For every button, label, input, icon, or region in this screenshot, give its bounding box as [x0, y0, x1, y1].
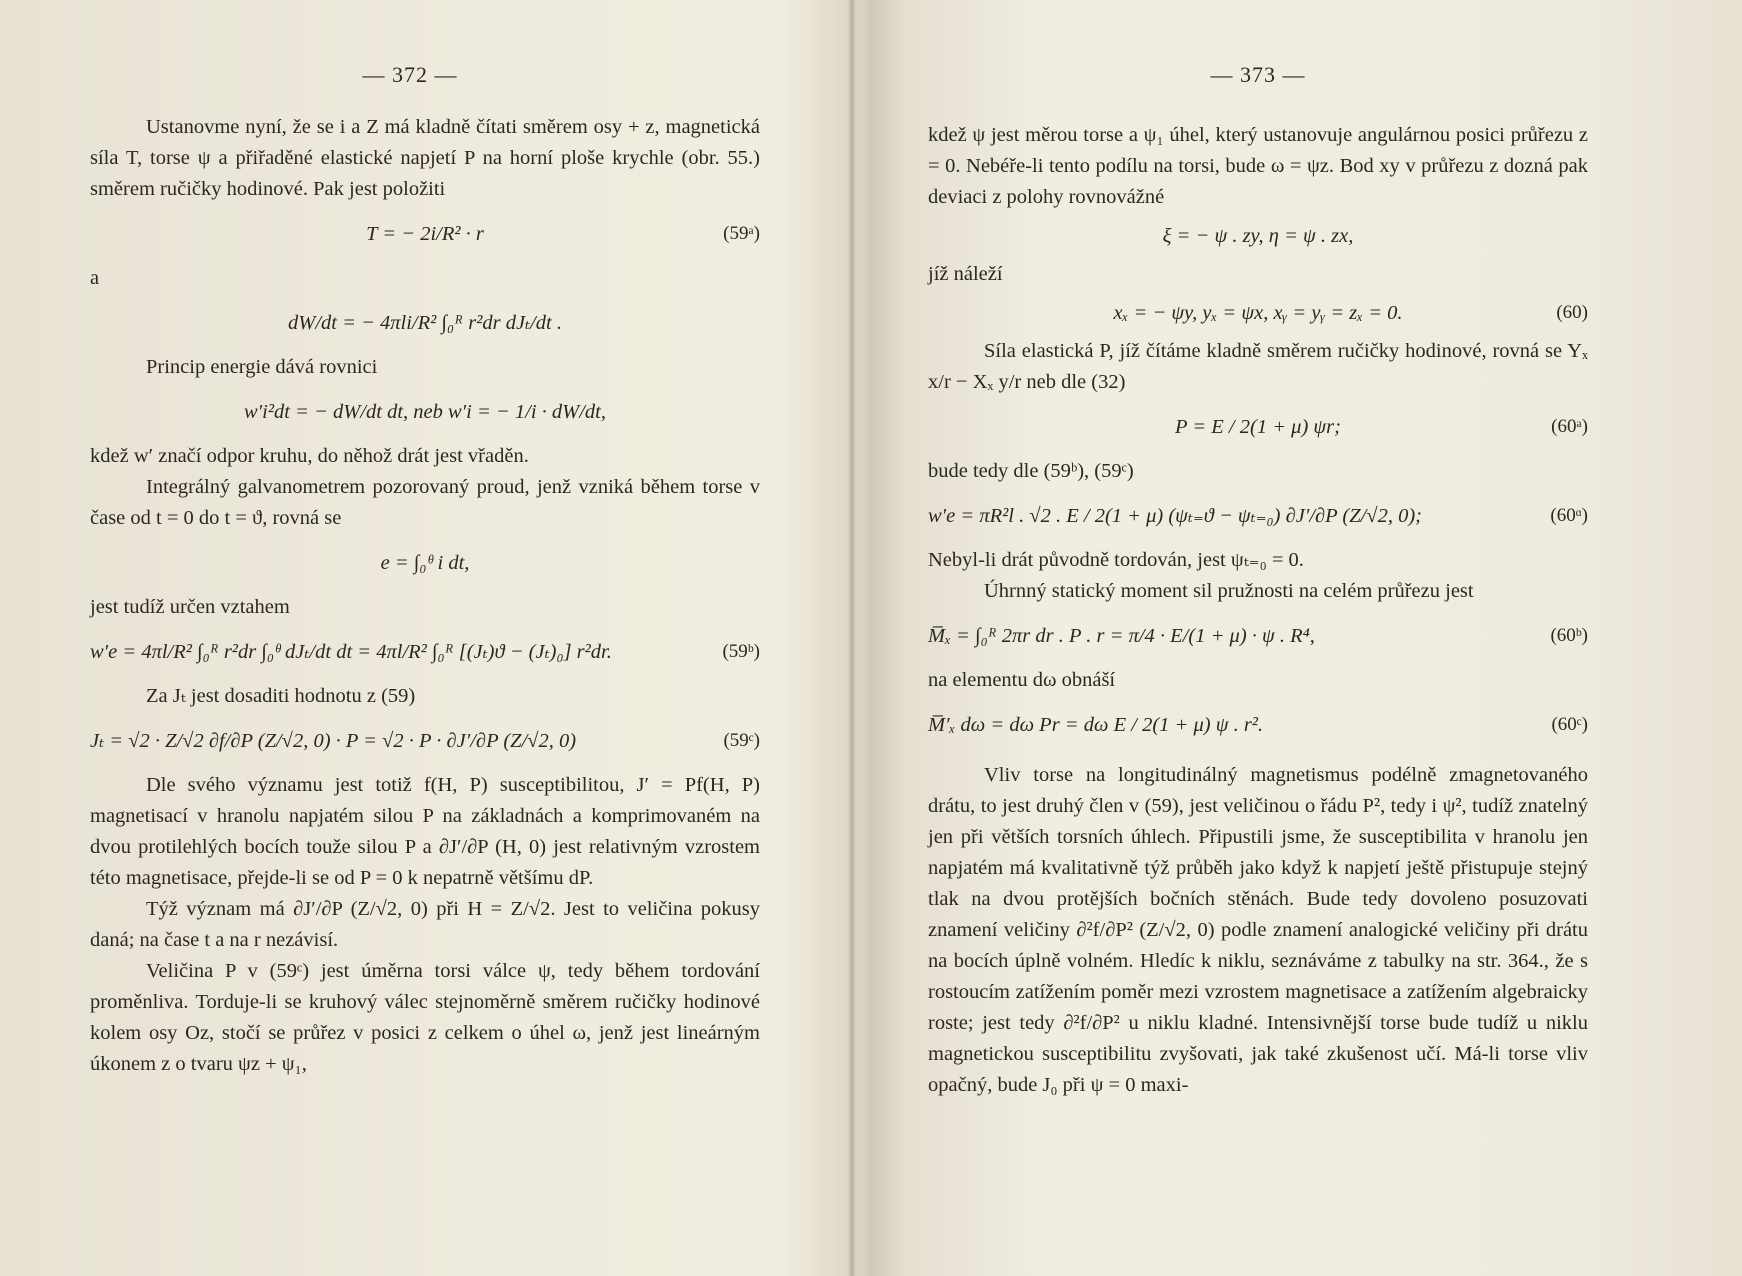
- equation-59a-number: (59ᵃ): [723, 223, 760, 244]
- equation-59a: [90, 205, 760, 263]
- equation-59c-body: Jₜ = √2 · Z/√2 ∂f/∂P (Z/√2, 0) · P = √2 · P · ∂J′/∂P (Z/√2, 0): [90, 730, 577, 752]
- left-paragraph-7: Dle svého významu jest totiž f(H, P) susceptibilitou, J′ = Pf(H, P) magnetisací v hranolu napjatém silou P na základnách a komprimovaném na dvou protilehlých bocích touže silou P a ∂J′/∂P (H, 0) jest relativným vzrostem této magnetisace, přejde-li se od P = 0 k nepatrně většímu dP.: [90, 774, 760, 889]
- left-paragraph-9: Veličina P v (59ᶜ) jest úměrna torsi válce ψ, tedy během tordování proměnliva. Torduje-li se kruhový válec stejnoměrně směrem ručičky hodinové kolem osy Oz, stočí se průřez v posici z celkem o úhel ω, jenž jest lineárným úkonem z o tvaru ψz + ψ₁,: [90, 960, 760, 1075]
- left-paragraph-2: Princip energie dává rovnici: [146, 356, 378, 378]
- equation-60b-number: (60ᵇ): [1550, 625, 1588, 646]
- equation-60b-body: M̅ₓ = ∫₀ᴿ 2πr dr . P . r = π/4 · E/(1 + μ) · ψ . R⁴,: [928, 625, 1315, 647]
- right-paragraph-7: na elementu dω obnáší: [928, 669, 1116, 691]
- left-paragraph-1: Ustanovme nyní, že se i a Z má kladně čítati směrem osy + z, magnetická síla T, torse ψ a přiřaděné elastické napjetí P na horní ploše krychle (obr. 55.) směrem ručičky hodinové. Pak jest položiti: [90, 116, 760, 200]
- equation-59a-body: T = − 2i/R² · r: [366, 223, 484, 245]
- left-paragraph-4: Integrálný galvanometrem pozorovaný proud, jenž vzniká během torse v čase od t = 0 do t = ϑ, rovná se: [90, 476, 760, 529]
- equation-60b: [928, 607, 1588, 665]
- left-paragraph-3: kdež w′ značí odpor kruhu, do něhož drát jest vřaděn.: [90, 445, 529, 467]
- equation-60-body: xₓ = − ψy, yₓ = ψx, xᵧ = yᵧ = zₓ = 0.: [1113, 302, 1403, 324]
- book-gutter: [848, 0, 856, 1276]
- left-paragraph-8: Týž význam má ∂J′/∂P (Z/√2, 0) při H = Z/√2. Jest to veličina pokusy daná; na čase t a na r nezávisí.: [90, 898, 760, 951]
- equation-60a: [928, 398, 1588, 456]
- right-paragraph-4: bude tedy dle (59ᵇ), (59ᶜ): [928, 460, 1134, 482]
- right-paragraph-6: Úhrnný statický moment sil pružnosti na celém průřezu jest: [984, 580, 1474, 602]
- right-page-text: [928, 120, 1588, 1101]
- equation-60alpha: [928, 487, 1588, 545]
- equation-xi-eta: [928, 213, 1588, 259]
- equation-59b-body: w′e = 4πl/R² ∫₀ᴿ r²dr ∫₀ᶿ dJₜ/dt dt = 4πl/R² ∫₀ᴿ [(Jₜ)ϑ − (Jₜ)₀] r²dr.: [90, 641, 612, 663]
- equation-60alpha-number: (60ᵅ): [1550, 505, 1588, 526]
- right-paragraph-8: Vliv torse na longitudinálný magnetismus podélně zmagnetovaného drátu, to jest druhý člen v (59), jest veličinou o řádu P², tedy i ψ², tudíž znatelný jen při větších torsních úhlech. Připustili jsme, že susceptibilita v hranolu jen napjatém má kvalitativně týž průběh jako když k napjetí ještě přistupuje stejný tlak na dvou protějších bočních stěnách. Bude tedy dovoleno posuzovati znamení veličiny ∂²f/∂P² (Z/√2, 0) podle znamení analogické veličiny při drátu na bocích úplně volném. Hledíc k niklu, seznáváme z tabulky na str. 364., že s rostoucím zatížením poměr mezi vzrostem magnetisace a zatížením algebraicky roste; jest tedy ∂²f/∂P² u niklu kladné. Intensivnější torse bude tudíž u niklu magnetickou susceptibilitu zvyšovati, jak také zkušenost učí. Má-li torse vliv opačný, bude J₀ při ψ = 0 maxi-: [928, 764, 1588, 1096]
- equation-60c-body: M̅′ₓ dω = dω Pr = dω E / 2(1 + μ) ψ . r².: [928, 714, 1264, 736]
- equation-59b: [90, 623, 760, 681]
- equation-59c-number: (59ᶜ): [723, 730, 760, 751]
- equation-60-number: (60): [1556, 302, 1588, 323]
- equation-energy: [90, 383, 760, 441]
- right-paragraph-3: Síla elastická P, jíž čítáme kladně směrem ručičky hodinové, rovná se Yₓ x/r − Xₓ y/r neb dle (32): [928, 340, 1588, 393]
- equation-60a-body: P = E / 2(1 + μ) ψr;: [1175, 416, 1341, 438]
- left-page-text: [90, 112, 760, 1080]
- equation-59c: [90, 712, 760, 770]
- equation-xi-eta-body: ξ = − ψ . zy, η = ψ . zx,: [1162, 225, 1354, 247]
- left-word-a: a: [90, 267, 100, 289]
- equation-60c-number: (60ᶜ): [1551, 714, 1588, 735]
- right-page-number: — 373 —: [1210, 62, 1306, 87]
- equation-60alpha-body: w′e = πR²l . √2 . E / 2(1 + μ) (ψₜ₌ϑ − ψₜ₌₀) ∂J′/∂P (Z/√2, 0);: [928, 505, 1423, 527]
- left-paragraph-5: jest tudíž určen vztahem: [90, 596, 290, 618]
- left-page-number: — 372 —: [362, 62, 458, 87]
- equation-60c: [928, 696, 1588, 754]
- equation-dwdt: [90, 294, 760, 352]
- left-page: [60, 0, 760, 1276]
- equation-e-body: e = ∫₀ᶿ i dt,: [380, 552, 470, 574]
- equation-60a-number: (60ᵃ): [1551, 416, 1588, 437]
- equation-59b-number: (59ᵇ): [722, 641, 760, 662]
- left-paragraph-6: Za Jₜ jest dosaditi hodnotu z (59): [146, 685, 416, 707]
- equation-e: [90, 534, 760, 592]
- right-page: [928, 0, 1588, 1276]
- right-paragraph-1: kdež ψ jest měrou torse a ψ₁ úhel, který ustanovuje angulárnou posici průřezu z = 0. Nebéře-li tento podílu na torsi, bude ω = ψz. Bod xy v průřezu z dozná pak deviaci z polohy rovnovážné: [928, 124, 1588, 208]
- right-paragraph-2: jíž náleží: [928, 263, 1003, 285]
- equation-energy-body: w′i²dt = − dW/dt dt, neb w′i = − 1/i · dW/dt,: [243, 401, 606, 423]
- right-paragraph-5: Nebyl-li drát původně tordován, jest ψₜ₌₀ = 0.: [928, 549, 1304, 571]
- equation-dwdt-body: dW/dt = − 4πli/R² ∫₀ᴿ r²dr dJₜ/dt .: [288, 312, 562, 334]
- equation-60: [928, 290, 1588, 336]
